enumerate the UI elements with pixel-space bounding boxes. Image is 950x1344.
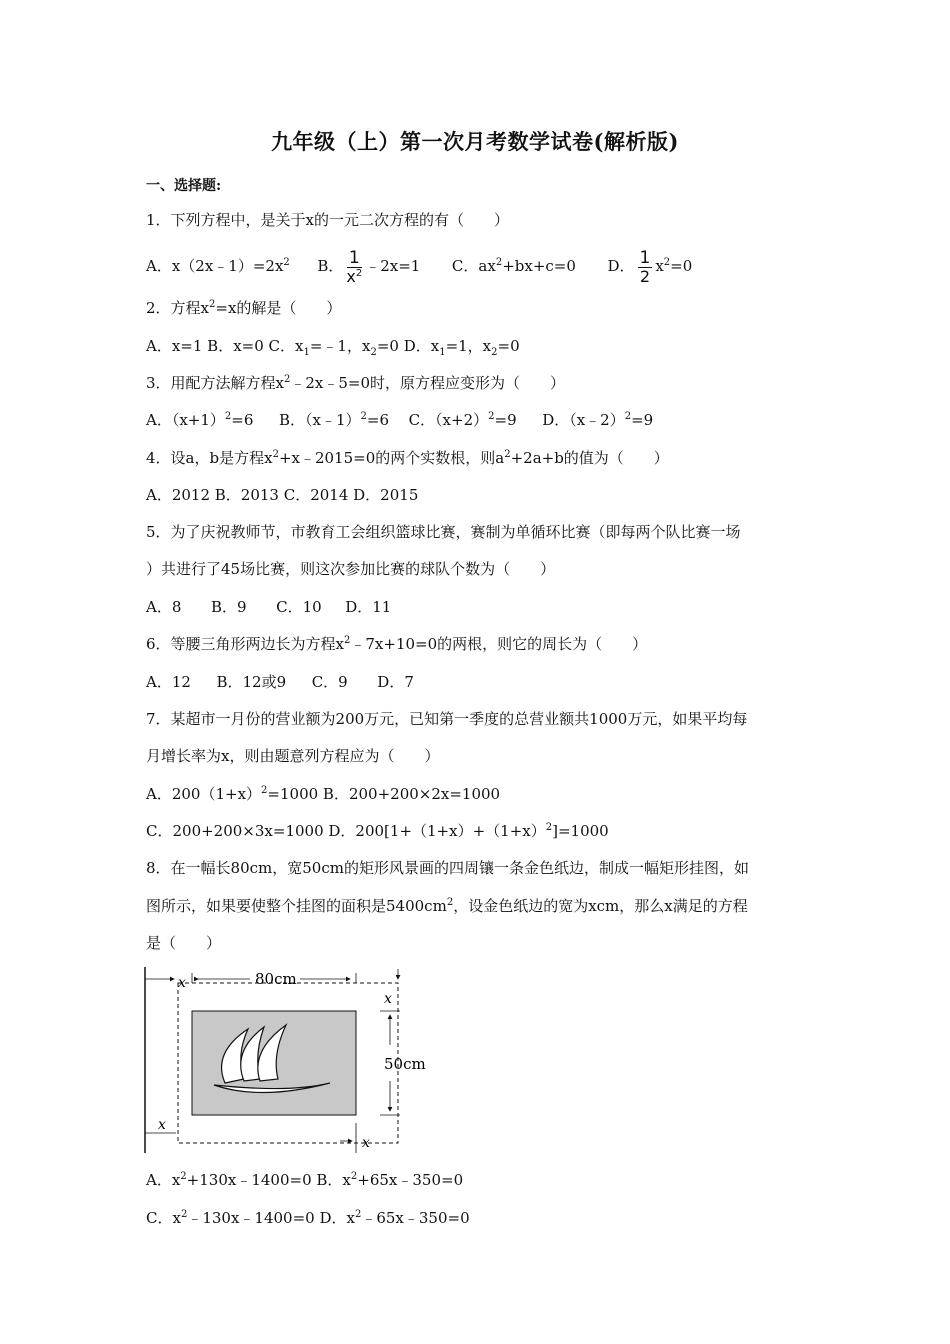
question-8-options-cd: C．$x^2﹣130x﹣1400=0$ D．$x^2﹣65x﹣350=0$ <box>146 1209 470 1227</box>
question-7-stem-line-1: 7．某超市一月份的营业额为200万元，已知第一季度的总营业额共1000万元，如果平均每 <box>146 710 748 728</box>
height-label: 50cm <box>384 1055 426 1073</box>
question-5-stem-line-2: ）共进行了45场比赛，则这次参加比赛的球队个数为（ ） <box>146 560 556 578</box>
question-7-options-cd: C．200+200×3x=1000 D．$200[1+(1+x)+(1+x)^2]=1000$ <box>146 822 609 840</box>
question-8-stem-line-3: 是（ ） <box>146 934 222 952</box>
x-label-top-left: x <box>178 975 186 991</box>
q5-option-c: C．10 <box>276 598 322 616</box>
q1-option-d: D． $\frac{1}{2}$ $x^2=0$ <box>607 247 693 286</box>
q3-option-b: B．（x﹣1）$^2$=6 <box>278 411 389 429</box>
q5-option-d: D．11 <box>345 598 392 616</box>
picture-frame-diagram <box>140 965 430 1155</box>
question-7-stem-line-2: 月增长率为x，则由题意列方程应为（ ） <box>146 747 440 765</box>
q1-d-fraction: $\frac{1}{2}$ <box>639 247 651 286</box>
question-5-options <box>146 597 391 617</box>
x-label-bottom-left: x <box>158 1117 166 1133</box>
question-8-stem-line-2: 图所示，如果要使整个挂图的面积是$5400cm^2$，设金色纸边的宽为xcm，那么x满足的方程 <box>146 897 748 915</box>
question-6-options <box>146 672 414 692</box>
q1-b-fraction: $\frac{1}{x^2}$ <box>346 247 363 286</box>
q3-option-d: D．（x﹣2）$^2$=9 <box>542 411 654 429</box>
width-label: 80cm <box>255 970 297 988</box>
q1-option-b: B． $\frac{1}{x^2}$ ﹣2x=1 <box>317 247 421 286</box>
page-title: 九年级（上）第一次月考数学试卷(解析版) <box>271 129 679 154</box>
q6-option-a: A．12 <box>146 673 191 691</box>
x-label-bottom-right: x <box>362 1135 370 1151</box>
q3-option-a: A．$(x+1)^2=6$ <box>146 411 254 429</box>
question-2-stem: 2．方程$x^2=x$的解是（ ） <box>146 299 342 317</box>
section-heading: 一、选择题: <box>146 178 222 194</box>
question-3-options <box>146 410 653 430</box>
question-3-stem: 3．用配方法解方程$x^2﹣2x﹣5=0$时，原方程应变形为（ ） <box>146 374 566 392</box>
q5-option-a: A．8 <box>146 598 182 616</box>
q6-option-d: D．7 <box>377 673 414 691</box>
question-1-options <box>146 246 692 286</box>
question-8-options-ab: A．$x^2+130x﹣1400=0$ B．$x^2+65x﹣350=0$ <box>146 1171 464 1189</box>
q5-option-b: B．9 <box>210 598 247 616</box>
q6-option-b: B．12或9 <box>216 673 287 691</box>
question-8-stem-line-1: 8．在一幅长80cm，宽50cm的矩形风景画的四周镶一条金色纸边，制成一幅矩形挂图，如 <box>146 859 749 877</box>
question-7-options-ab: A．$200(1+x)^2=1000$ B．200+200×2x=1000 <box>146 785 501 803</box>
question-5-stem-line-1: 5．为了庆祝教师节，市教育工会组织篮球比赛，赛制为单循环比赛（即每两个队比赛一场 <box>146 523 741 541</box>
q3-option-c: C．$(x+2)^2=9$ <box>408 411 517 429</box>
question-2-options: A．x=1 B．x=0 C．$x_1=﹣1$，$x_2=0$ D．$x_1=1$，$x_2=0$ <box>146 337 520 358</box>
q1-option-a: A．$x(2x﹣1)=2x^2$ <box>146 257 290 275</box>
question-4-stem: 4．设a，b是方程$x^2+x﹣2015=0$的两个实数根，则$a^2+2a+b$的值为（ ） <box>146 449 669 467</box>
q6-option-c: C．9 <box>311 673 348 691</box>
question-6-stem: 6．等腰三角形两边长为方程$x^2﹣7x+10=0$的两根，则它的周长为（ ） <box>146 635 648 653</box>
x-label-right: x <box>384 991 392 1007</box>
question-4-options: A．2012 B．2013 C．2014 D．2015 <box>146 486 419 504</box>
q1-option-c: C．$ax^2+bx+c=0$ <box>451 257 576 275</box>
question-1-stem: 1．下列方程中，是关于x的一元二次方程的有（ ） <box>146 211 510 229</box>
